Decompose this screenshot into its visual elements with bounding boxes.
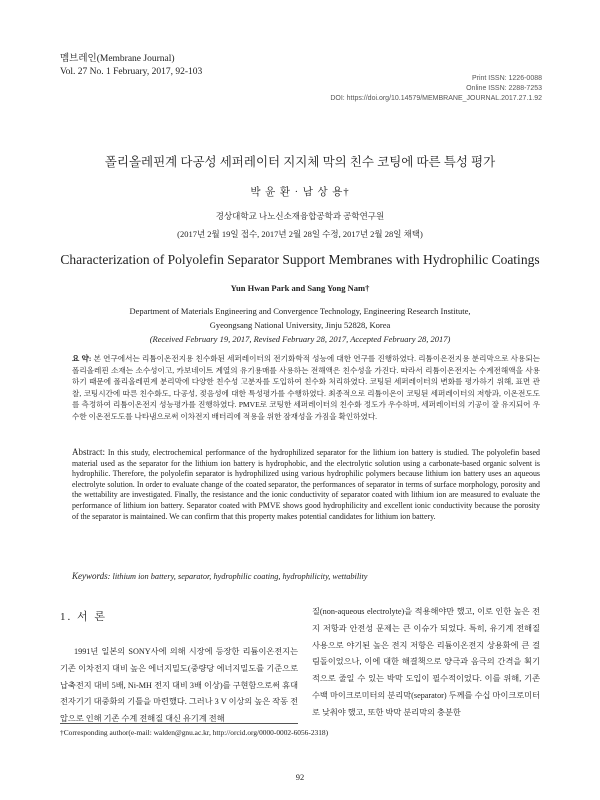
doi-link[interactable]: DOI: https://doi.org/10.14579/MEMBRANE_JOURNAL.2017.27.1.92 (330, 95, 542, 102)
korean-abstract-text: 본 연구에서는 리튬이온전지용 친수화된 세퍼레이터의 전기화학적 성능에 대한 연구를 진행하였다. 리튬이온전지용 분리막으로 사용되는 폴리올레핀 소재는 소수성이고, 카보네이트 계열의 유기용매를 사용하는 전해액은 친수성을 가진다. 따라서 리튬이온전지는 수계전해액을 사용하기 때문에 폴리올레핀계 분리막에 다양한 친수성 고분자를 도입하여 친수화 처리하였다. 코팅된 세퍼레이터의 변화를 평가하기 위해, 표면 관찰, 코팅시간에 따른 친수화도, 다공성, 젖음성에 대한 특성평가를 수행하였다. 최종적으로 리튬이온이 코팅된 세퍼레이터의 저항과, 이온전도도를 측정하여 리튬이온전지 성능평가를 진행하였다. PMVE로 코팅한 세퍼레이터의 친수화 정도가 우수하며, 세퍼레이터의 기공이 잘 유지되어 우수한 이온전도도를 나타냄으로써 이차전지 배터리에 적용을 위한 잠재성을 가짐을 확인하였다. (72, 354, 540, 421)
english-affiliation-line2: Gyeongsang National University, Jinju 52828, Korea (209, 320, 391, 330)
korean-dates: (2017년 2월 19일 접수, 2017년 2월 28일 수정, 2017년 2월 28일 채택) (177, 229, 423, 239)
online-issn: Online ISSN: 2288-7253 (466, 85, 542, 92)
issn-block (330, 74, 542, 104)
english-title: Characterization of Polyolefin Separator Support Membranes with Hydrophilic Coatings (60, 252, 540, 267)
body-left-column: 1991년 일본의 SONY사에 의해 시장에 등장한 리튬이온전지는 기존 이차전지 대비 높은 에너지밀도(중량당 에너지밀도를 기준으로 납축전지 대비 5배, Ni-MH 전지 대비 3배 이상)를 구현함으로써 휴대전자기기 대중화의 기틀을 마련했다. 그러나 3 V 이상의 높은 작동 전압으로 인해 기존 수계 전해질 대신 유기계 전해 (60, 647, 299, 724)
footnote-divider (60, 723, 298, 724)
english-abstract (72, 447, 540, 522)
english-affiliation-line1: Department of Materials Engineering and Convergence Technology, Engineering Research Institute, (129, 306, 471, 316)
keywords-label: Keywords (72, 571, 108, 581)
body-right-column: 질(non-aqueous electrolyte)을 적용해야만 했고, 이로 인한 높은 전지 저항과 안전성 문제는 큰 이슈가 되었다. 특히, 유기계 전해질 사용으로 야기된 높은 전지 저항은 리튬이온전지 상용화에 큰 걸림돌이었으나, 이에 대한 해결책으로 양극과 음극의 간격을 획기적으로 줄일 수 있는 박막 도입이 필수적이었다. 이를 위해, 기존 수백 마이크로미터의 분리막(separator) 두께를 수십 마이크로미터로 낮춰야 했고, 또한 박막 분리막의 충분한 (312, 607, 540, 717)
korean-authors: 박 윤 환 · 남 상 용† (250, 187, 350, 198)
korean-abstract (72, 353, 540, 423)
english-abstract-text: In this study, electrochemical performance of the hydrophilized separator for the lithium ion battery is studied. The polyolefin based material used as the separator for the lithium ion battery is hydrophobic, and the electrolytic solution using a carbonate-based organic solvent is hydrophilic. Therefore, the polyolefin separator is hydrophilized using various hydrophilic polymers because lithium ion battery uses an aqueous electrolyte solution. In order to evaluate change of the coated separator, the performances of separator in terms of surface morphology, porosity and the wettability are investigated. Finally, the resistance and the ionic conductivity of separator coated with lithium ion are measured to evaluate the performance of lithium ion battery. Separator coated with PMVE shows good hydrophilicity and excellent ionic conductivity because the porosity of the separator is maintained. We can confirm that this property makes potential candidates for lithium ion battery. (72, 448, 540, 521)
english-dates: (Received February 19, 2017, Revised February 28, 2017, Accepted February 28, 2017) (149, 334, 451, 344)
corresponding-author-footnote: †Corresponding author(e-mail: walden@gnu.ac.kr, http://orcid.org/0000-0002-6056-2318) (60, 728, 329, 737)
english-authors: Yun Hwan Park and Sang Yong Nam† (230, 283, 370, 293)
page-number: 92 (295, 772, 305, 782)
korean-title: 폴리올레핀계 다공성 세퍼레이터 지지체 막의 친수 코팅에 따른 특성 평가 (104, 155, 496, 169)
korean-abstract-label: 요 약: (72, 354, 92, 363)
english-abstract-label: Abstract: (72, 447, 105, 457)
keywords-text: : lithium ion battery, separator, hydrophilic coating, hydrophilicity, wettability (107, 572, 368, 581)
keywords (72, 571, 540, 581)
print-issn: Print ISSN: 1226-0088 (471, 75, 542, 82)
journal-volume-line: Vol. 27 No. 1 February, 2017, 92-103 (60, 67, 203, 77)
section-heading-introduction: 1. 서 론 (60, 611, 108, 623)
korean-affiliation: 경상대학교 나노신소재융합공학과 공학연구원 (215, 211, 385, 221)
journal-title: 멤브레인(Membrane Journal) (60, 54, 175, 64)
